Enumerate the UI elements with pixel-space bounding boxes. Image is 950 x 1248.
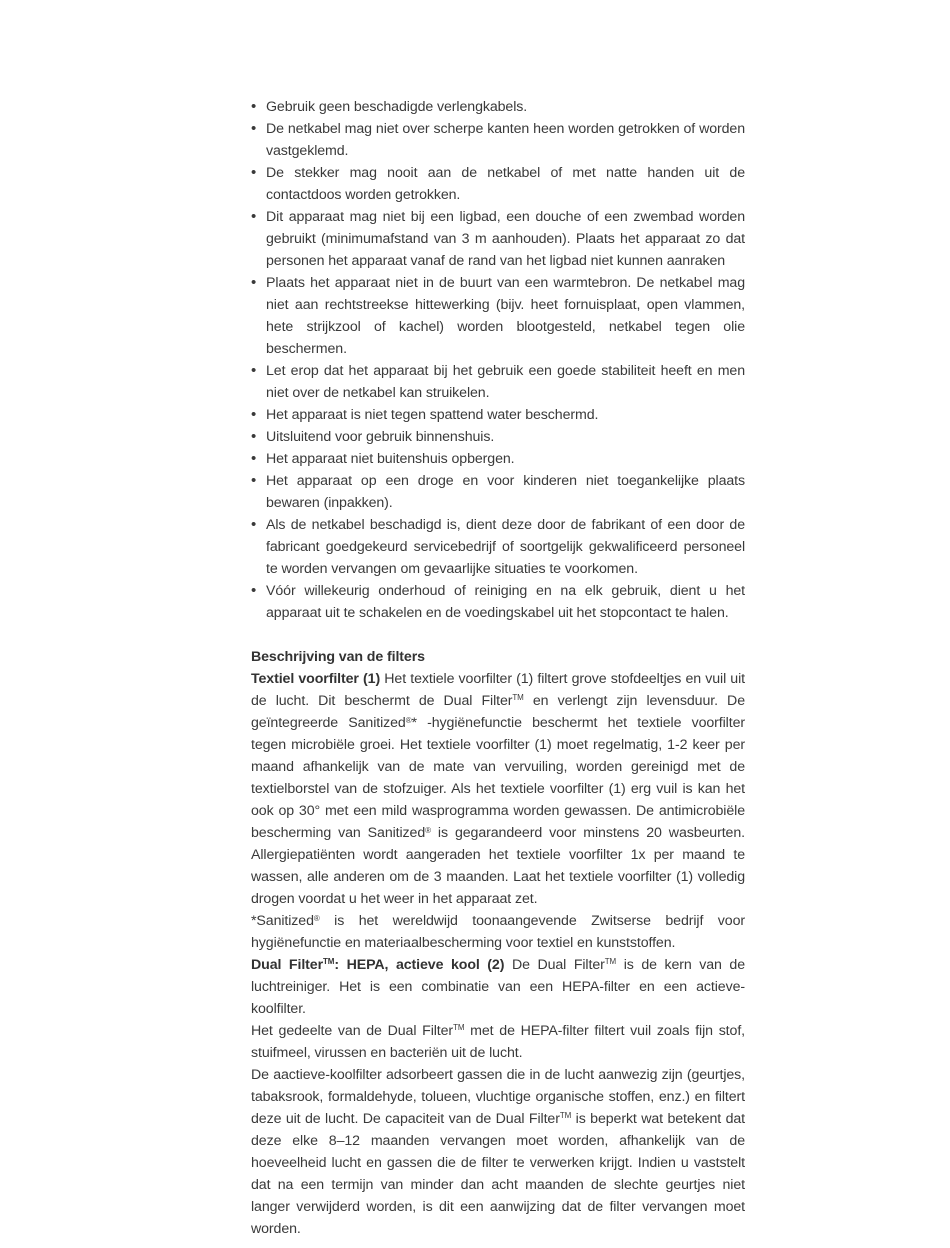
textile-filter-text-2: en verlengt zijn levensduur. De geïntegreerde Sanitized [251,693,745,731]
trademark-mark: TM [512,693,524,702]
textile-filter-text-1: Het textiele voorfilter (1) filtert grove stofdeeltjes en vuil uit de lucht. Dit beschermt de Dual Filter [251,671,745,709]
dual-filter-title-1: Dual Filter [251,957,324,973]
footnote-text-2: is het wereldwijd toonaangevende Zwitserse bedrijf voor hygiënefunctie en materiaalbescherming voor textiel en kunststoffen. [251,913,745,951]
list-item: • Dit apparaat mag niet bij een ligbad, een douche of een zwembad worden gebruikt (minimumafstand van 3 m aanhouden). Plaats het apparaat zo dat personen het apparaat vanaf de rand van het ligbad niet kunnen aanraken [251,206,745,272]
textile-filter-paragraph [251,668,745,910]
dual-filter-text-1: De Dual Filter [504,957,605,973]
dual-filter-paragraph [251,954,745,1020]
dual-filter-text-2: is de kern van de luchtreiniger. Het is een combinatie van een HEPA-filter en een actieve-koolfilter. [251,957,745,1017]
list-item: • Het apparaat is niet tegen spattend water beschermd. [251,404,745,426]
textile-filter-text-3: * -hygiënefunctie beschermt het textiele voorfilter tegen microbiële groei. Het textiele voorfilter (1) moet regelmatig, 1-2 keer per maand afhankelijk van de mate van vervuiling, worden gereinigd met de textielborstel van de stofzuiger. Als het textiele voorfilter (1) erg vuil is kan het ook op 30° met een mild wasprogramma worden gewassen. De antimicrobiële bescherming van Sanitized [251,715,745,841]
dual-filter-title [251,957,504,973]
dual-filter-title-2: : HEPA, actieve kool (2) [334,957,505,973]
list-item: • Uitsluitend voor gebruik binnenshuis. [251,426,745,448]
trademark-mark: TM [559,1111,572,1120]
sanitized-footnote [251,910,745,954]
hepa-text-1: Het gedeelte van de Dual Filter [251,1023,454,1039]
list-item: • Vóór willekeurig onderhoud of reiniging en na elk gebruik, dient u het apparaat uit te schakelen en de voedingskabel uit het stopcontact te halen. [251,580,745,624]
carbon-text-2: is beperkt wat betekent dat deze elke 8–12 maanden vervangen moet worden, afhankelijk van de hoeveelheid lucht en gassen die de filter te verwerken krijgt. Indien u vaststelt dat na een termijn van minder dan acht maanden de slechte geurtjes niet langer verwijderd worden, is dit een aanwijzing dat de filter vervangen moet worden. [251,1111,745,1237]
list-item: • Gebruik geen beschadigde verlengkabels. [251,96,745,118]
document-page [251,96,745,1240]
carbon-text-1: De aactieve-koolfilter adsorbeert gassen die in de lucht aanwezig zijn (geurtjes, tabaksrook, formaldehyde, tolueen, vluchtige organische stoffen, enz.) en filtert deze uit de lucht. De capaciteit van de Dual Filter [251,1067,745,1127]
carbon-filter-paragraph [251,1064,745,1240]
hepa-text-2: met de HEPA-filter filtert vuil zoals fijn stof, stuifmeel, virussen en bacteriën uit de lucht. [251,1023,746,1061]
filters-section [251,646,745,1240]
textile-filter-text-4: is gegarandeerd voor minstens 20 wasbeurten. Allergiepatiënten wordt aangeraden het textiele voorfilter 1x per maand te wassen, alle anderen om de 3 maanden. Laat het textiele voorfilter (1) volledig drogen voordat u het weer in het apparaat zet. [251,825,745,907]
list-item: • Het apparaat op een droge en voor kinderen niet toegankelijke plaats bewaren (inpakken). [251,470,745,514]
safety-list [251,96,745,624]
footnote-text-1: *Sanitized [251,913,314,929]
trademark-mark: TM [604,957,617,966]
list-item: • Plaats het apparaat niet in de buurt van een warmtebron. De netkabel mag niet aan rechtstreekse hittewerking (bijv. heet fornuisplaat, open vlammen, hete strijkzool of kachel) worden blootgesteld, netkabel tegen olie beschermen. [251,272,745,360]
list-item: • Let erop dat het apparaat bij het gebruik een goede stabiliteit heeft en men niet over de netkabel kan struikelen. [251,360,745,404]
list-item: • Het apparaat niet buitenshuis opbergen. [251,448,745,470]
registered-mark: ® [313,914,320,923]
section-heading: Beschrijving van de filters [251,649,425,665]
hepa-paragraph [251,1020,745,1064]
trademark-mark: TM [453,1023,465,1032]
list-item: • De stekker mag nooit aan de netkabel of met natte handen uit de contactdoos worden getrokken. [251,162,745,206]
registered-mark: ® [405,716,412,725]
list-item: • Als de netkabel beschadigd is, dient deze door de fabrikant of een door de fabricant goedgekeurd servicebedrijf of soortgelijk gekwalificeerd personeel te worden vervangen om gevaarlijke situaties te voorkomen. [251,514,745,580]
textile-filter-title: Textiel voorfilter (1) [251,671,381,687]
registered-mark: ® [425,826,431,835]
list-item: • De netkabel mag niet over scherpe kanten heen worden getrokken of worden vastgeklemd. [251,118,745,162]
trademark-mark: TM [323,957,335,966]
